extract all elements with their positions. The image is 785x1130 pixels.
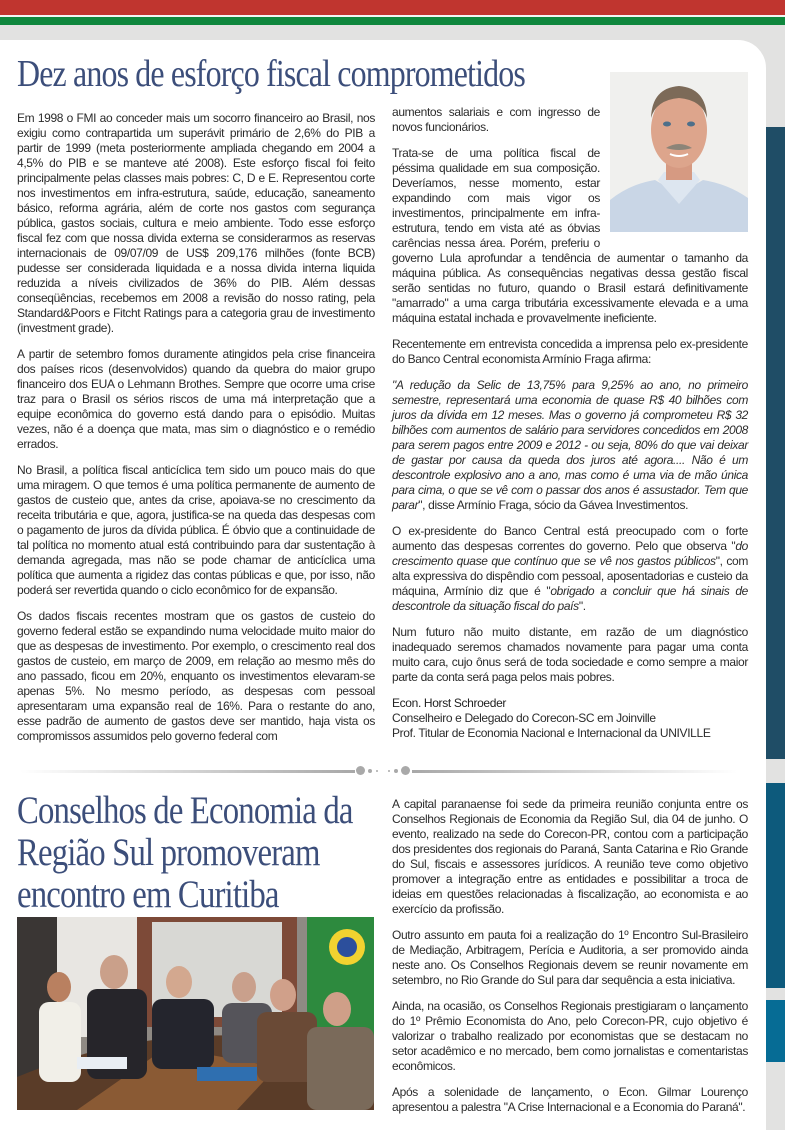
concern-quote: obrigado a concluir que há sinais de descontrole da situação fiscal do país [392, 584, 748, 613]
article1-paragraph: A partir de setembro fomos duramente atingidos pela crise financeira dos países ricos (desenvolvidos) quando da quebra do maior grupo financeiro dos EUA o Lehmann Brothes. Sempre que ocorre uma crise traz para o Brasil os sérios riscos de uma má interpretação que a equipe econômica do governo está dando para o episódio. Muitas vezes, não é a doença que mata, mas sim o diagnóstico e o remédio errados. [17, 347, 375, 451]
side-tab-3 [766, 1000, 785, 1062]
concern-text: ". [578, 599, 586, 613]
divider-dot-icon [394, 769, 398, 773]
concern-text: O ex-presidente do Banco Central está preocupado com o forte aumento das despesas correntes do governo. Pelo que observa " [392, 524, 748, 553]
meeting-photo-icon [17, 917, 374, 1110]
divider-line-left [20, 770, 355, 773]
article1-paragraph: Os dados fiscais recentes mostram que os gastos de custeio do governo federal estão se expandindo numa velocidade muito maior do que as despesas de investimento. Por exemplo, o crescimento real dos gastos de custeio, em março de 2009, em relação ao mesmo mês do ano passado, ficou em 20%, enquanto os investimentos elevaram-se apenas 5%. No mesmo período, as despesas com pessoal apresentaram uma expansão real de 16%. Para o restante do ano, esse padrão de aumento de gastos deve ser mantido, haja vista os compromissos assumidos pelo governo federal com [17, 609, 375, 743]
author-portrait-photo [610, 72, 748, 232]
divider-dot-icon [376, 770, 378, 772]
article1-column-right [392, 105, 748, 752]
fraga-quote [392, 378, 748, 513]
header-green-stripe [0, 17, 785, 25]
meeting-photo [17, 917, 374, 1110]
article2-column-right [392, 797, 748, 1126]
divider-dot-icon [356, 766, 365, 775]
portrait-icon [610, 72, 748, 232]
divider-dot-icon [388, 770, 390, 772]
concern-quote: do crescimento quase que contínuo que se vê nos gastos públicos [392, 539, 748, 568]
author-affiliation: Prof. Titular de Economia Nacional e Internacional da UNIVILLE [392, 726, 711, 740]
article1-paragraph: Num futuro não muito distante, em razão de um diagnóstico inadequado seremos chamados novamente para pagar uma conta muito cara, cujo ônus será de toda sociedade e como sempre a maior parte da conta será paga pelos mais pobres. [392, 625, 748, 684]
quote-text: "A redução da Selic de 13,75% para 9,25% ao ano, no primeiro semestre, representará uma economia de quase R$ 40 bilhões com juros da dívida em 12 meses. Mas o governo já comprometeu R$ 32 bilhões com aumentos de salário para servidores concedidos em 2008 para serem pagos entre 2009 e 2012 - ou seja, 80% do que vai deixar de gastar por causa da queda dos juros até agora.... Não é um descontrole explosivo ano a ano, mas como é uma via de mão única para cima, o que se vê com o passar dos anos é assustador. Tem que parar [392, 378, 748, 512]
divider-line-right [412, 770, 737, 773]
side-tab-1 [766, 127, 785, 759]
author-signature [392, 696, 748, 741]
article1-paragraph: Recentemente em entrevista concedida a imprensa pelo ex-presidente do Banco Central economista Armínio Fraga afirma: [392, 337, 748, 366]
divider-dot-icon [401, 766, 410, 775]
author-name: Econ. Horst Schroeder [392, 696, 507, 710]
article2-title: Conselhos de Economia da Região Sul promoveram encontro em Curitiba [17, 789, 353, 916]
article1-paragraph: Trata-se de uma política fiscal de péssima qualidade em sua composição. Deveríamos, nesse momento, estar expandindo com mais vigor os investimentos, principalmente em infra-estrutura, tendo em vista até as óbvias carências nessa área. Porém, preferiu o governo Lula aprofundar a tendência de aumentar o tamanho da máquina pública. As consequências negativas dessa gestão fiscal serão sentidas no futuro, quando o Brasil estará definitivamente "amarrado" a uma carga tributária excessivamente elevada e a uma máquina estatal inchada e provavelmente ineficiente. [392, 146, 748, 325]
article2-paragraph: Ainda, na ocasião, os Conselhos Regionais prestigiaram o lançamento do 1º Prêmio Economista do Ano, pelo Corecon-PR, cujo objetivo é valorizar o trabalho realizado por economistas que se destacam no setor acadêmico e no mercado, bem como jornalistas e comentaristas econômicos. [392, 999, 748, 1073]
concern-text: ", com alta expressiva do dispêndio com pessoal, aposentadorias e custeio da máquina, Armínio diz que é " [392, 554, 748, 598]
article1-column-left [17, 111, 375, 755]
article2-paragraph: A capital paranaense foi sede da primeira reunião conjunta entre os Conselhos Regionais de Economia da Região Sul, dia 04 de junho. O evento, realizado na sede do Corecon-PR, contou com a participação dos presidentes dos regionais do Paraná, Santa Catarina e Rio Grande do Sul, fiscais e assessores jurídicos. A reunião teve como objetivo promover a integração entre as entidades e possibilitar a troca de ideias em questões relacionadas à fiscalização, ao economista e ao exercício da profissão. [392, 797, 748, 916]
article2-paragraph: Após a solenidade de lançamento, o Econ. Gilmar Lourenço apresentou a palestra "A Crise Internacional e a Economia do Paraná". [392, 1085, 748, 1114]
header-red-stripe [0, 0, 785, 15]
author-role: Conselheiro e Delegado do Corecon-SC em Joinville [392, 711, 656, 725]
article1-paragraph: No Brasil, a política fiscal anticíclica tem sido um pouco mais do que uma miragem. O que temos é uma política permanente de aumento de gastos de custeio que, antes da crise, apoiava-se no crescimento da receita tributária e que, agora, justifica-se na queda das despesas com o pagamento de juros da dívida pública. É óbvio que a continuidade de tal política no momento atual está contribuindo para dar sustentação à demanda agregada, mas não se pode chamar de anticíclica uma política que aumenta a rigidez das contas públicas e que, por isso, não poderá ser revertida quando o ciclo econômico for de expansão. [17, 463, 375, 597]
article1-paragraph-concern [392, 524, 748, 614]
article1-paragraph: Em 1998 o FMI ao conceder mais um socorro financeiro ao Brasil, nos exigiu como contrapartida um superávit primário de 2,6% do PIB a partir de 1999 (meta posteriormente ampliada chegando em 2004 a 4,5% do PIB e se manteve até 2008). Este esforço fiscal foi feito principalmente pelas classes mais pobres: C, D e E. Representou corte nos investimentos em infra-estrutura, saúde, educação, saneamento básico, reforma agrária, além de corte nos gastos com segurança pública, gastos sociais, cultura e meio ambiente. Todo esse esforço fiscal fez com que nossa divida externa se considerarmos as reservas internacionais de 09/07/09 de US$ 209,176 milhões (fonte BCB) pudesse ser considerada liquidada e a nossa divida interna liquida reduzida a níveis civilizados de 36% do PIB. Além dessas conseqüências, recebemos em 2008 a revisão do nosso rating, pela Standard&Poors e Fitcht Ratings para a categoria grau de investimento (investment grade). [17, 111, 375, 335]
article1-title: Dez anos de esforço fiscal comprometidos [17, 53, 525, 95]
article2-paragraph: Outro assunto em pauta foi a realização do 1º Encontro Sul-Brasileiro de Mediação, Arbitragem, Perícia e Auditoria, a ser promovido ainda neste ano. Os Conselhos Regionais devem se reunir novamente em setembro, no Rio Grande do Sul para dar sequência a esta iniciativa. [392, 928, 748, 987]
divider-dot-icon [368, 769, 372, 773]
quote-attribution: ", disse Armínio Fraga, sócio da Gávea Investimentos. [418, 498, 689, 512]
article1-paragraph: aumentos salariais e com ingresso de novos funcionários. [392, 105, 600, 134]
side-tab-2 [766, 783, 785, 988]
